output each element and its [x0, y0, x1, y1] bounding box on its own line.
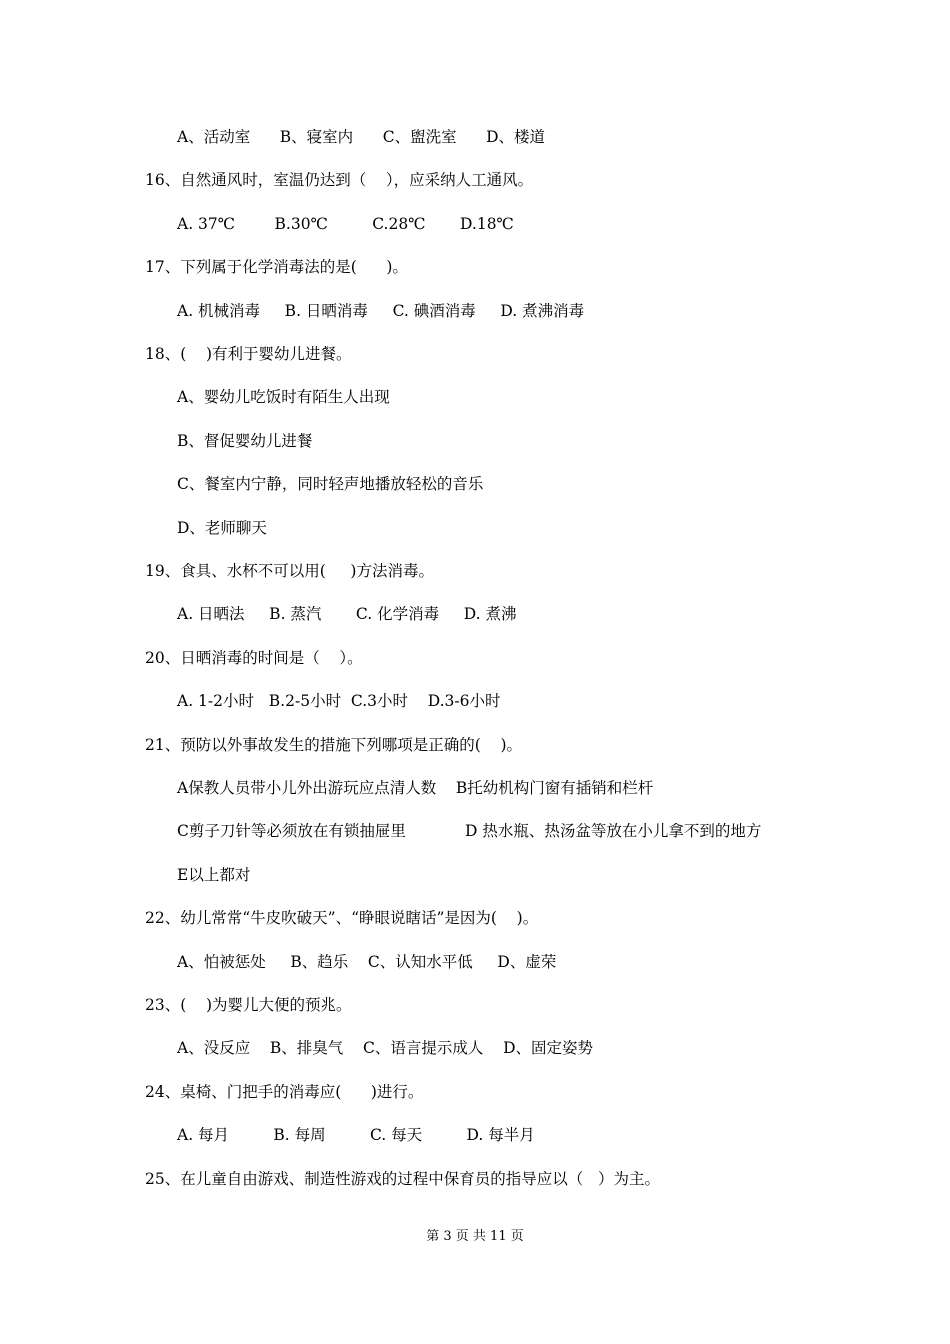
question-line: 25、在儿童自由游戏、制造性游戏的过程中保育员的指导应以（ ）为主。 — [145, 1170, 661, 1188]
option-line: C、餐室内宁静，同时轻声地播放轻松的音乐 — [177, 475, 484, 493]
question-line: 20、日晒消毒的时间是（ ）。 — [145, 649, 363, 667]
question-line: 21、预防以外事故发生的措施下列哪项是正确的( )。 — [145, 736, 523, 754]
question-line: 17、下列属于化学消毒法的是( )。 — [145, 258, 408, 276]
question-line: 22、幼儿常常“牛皮吹破天”、“睁眼说瞎话”是因为( )。 — [145, 909, 539, 927]
question-line: 23、( )为婴儿大便的预兆。 — [145, 996, 352, 1014]
question-line: 24、桌椅、门把手的消毒应( )进行。 — [145, 1083, 424, 1101]
option-line: A. 1-2小时 B.2-5小时 C.3小时 D.3-6小时 — [177, 692, 501, 710]
option-line: A. 日晒法 B. 蒸汽 C. 化学消毒 D. 煮沸 — [177, 605, 517, 623]
option-line: A、怕被惩处 B、趋乐 C、认知水平低 D、虚荣 — [177, 953, 557, 971]
question-line: 18、( )有利于婴幼儿进餐。 — [145, 345, 352, 363]
option-line: E以上都对 — [177, 866, 251, 884]
option-line: A. 37℃ B.30℃ C.28℃ D.18℃ — [177, 215, 514, 233]
option-line: A、婴幼儿吃饭时有陌生人出现 — [177, 388, 390, 406]
option-line: B、督促婴幼儿进餐 — [177, 432, 313, 450]
option-line: A、没反应 B、排臭气 C、语言提示成人 D、固定姿势 — [177, 1039, 593, 1057]
option-line: A. 每月 B. 每周 C. 每天 D. 每半月 — [177, 1126, 535, 1144]
option-line: C剪子刀针等必须放在有锁抽屉里 D 热水瓶、热汤盆等放在小儿拿不到的地方 — [177, 822, 762, 840]
option-line: D、老师聊天 — [177, 519, 267, 537]
option-line: A、活动室 B、寝室内 C、盥洗室 D、楼道 — [177, 128, 546, 146]
page-footer: 第 3 页 共 11 页 — [426, 1229, 524, 1244]
option-line: A保教人员带小儿外出游玩应点清人数 B托幼机构门窗有插销和栏杆 — [177, 779, 654, 797]
question-line: 19、食具、水杯不可以用( )方法消毒。 — [145, 562, 434, 580]
question-line: 16、自然通风时，室温仍达到（ ），应采纳人工通风。 — [145, 171, 534, 189]
option-line: A. 机械消毒 B. 日晒消毒 C. 碘酒消毒 D. 煮沸消毒 — [177, 302, 585, 320]
